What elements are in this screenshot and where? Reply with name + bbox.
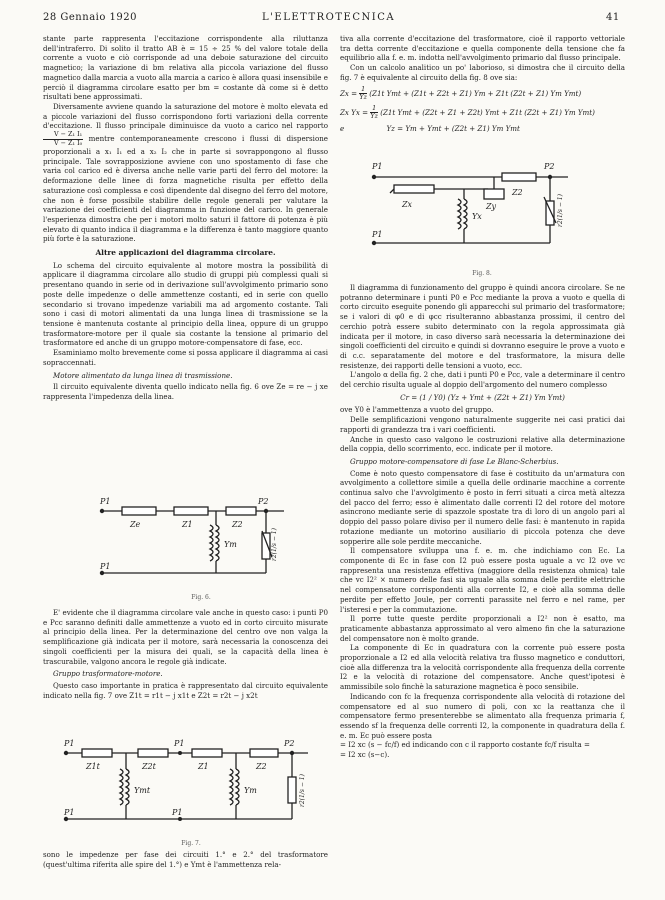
left-column-end (43, 850, 328, 869)
paragraph: Il circuito equivalente diventa quello indicato nella fig. 6 ove Ze = re − j xe rappresenta l'impedenza della linea. (43, 382, 328, 401)
node-label: P1 (372, 230, 383, 239)
node-label: P1 (372, 162, 383, 171)
paragraph: Con un calcolo analitico un po' laborioso, si dimostra che il circuito della fig. 7 è equivalente al circuito della fig. 8 ove sia: (340, 63, 625, 82)
node-label: P1 (100, 497, 111, 506)
component-label: Z2 (256, 762, 267, 771)
equation-lhs: Zx = (340, 88, 358, 98)
component-label: Zy (486, 202, 497, 211)
header-date: 28 Gennaio 1920 (43, 12, 137, 23)
figure-caption: Fig. 7. (181, 840, 201, 847)
component-label: Yx (472, 212, 482, 221)
fraction-denominator: Yz (370, 112, 378, 121)
circuit-diagram (60, 733, 322, 835)
component-label: Z2 (512, 188, 523, 197)
paragraph: Lo schema del circuito equivalente al motore mostra la possibilità di applicare il diagramma circolare allo studio di gruppi più complessi quali si presentano quando in serie od in derivazione sull'avvolgimento primario sono poste delle impedenze o delle ammettenze costanti, ed in serie con quello secondario si trovano impedenze variabili ma ad argomento costante. Tali sono i casi di motori alimentati da una lunga linea di trasmissione se la tensione è mantenuta costante al principio della linea, oppure di un gruppo trasformatore-motore per il quale sia costante la tensione al primario del trasformatore ed anche di un gruppo motore-compensatore di fase, ecc. (43, 260, 328, 348)
paragraph: Delle semplificazioni vengono naturalmente suggerite nei casi pratici dai rapporti di grandezza tra i vari coefficienti. (340, 415, 625, 434)
fraction (359, 86, 367, 102)
circuit-diagram (96, 491, 306, 589)
paragraph: E' evidente che il diagramma circolare vale anche in questo caso: i punti P0 e Pcc saranno definiti dalle ammettenze a vuoto ed in corto circuito misurate al principio della linea. Per la determinazione del centro ove non valga la semplificazione già indicata per il motore, sarà necessaria la conoscenza dei singoli coefficienti per la misura dei quali, se la capacità della linea è trascurabile, valgono ancora le regole già indicate. (43, 608, 328, 666)
paragraph: = I2 xc (s − fc/f) ed indicando con c il rapporto costante fc/f risulta = (340, 740, 590, 750)
node-label: P1 (174, 739, 185, 748)
component-label: Z2t (142, 762, 156, 771)
paragraph (43, 102, 328, 244)
node-label: P1 (64, 808, 75, 817)
left-column (43, 34, 328, 402)
component-label: Z1t (86, 762, 100, 771)
header-journal-title: L'ELETTROTECNICA (262, 12, 396, 23)
component-label: Z1 (182, 520, 193, 529)
component-label: Zx (402, 200, 413, 209)
fraction-denominator: V − Z₁ I₀ (54, 138, 83, 147)
paragraph: Il diagramma di funzionamento del gruppo è quindi ancora circolare. Se ne potranno determinare i punti P0 e Pcc mediante la prova a vuoto e quella di corto circuito eseguite ponendo gli apparecchi sul primario del trasformatore; se i valori di φ0 e di φcc risulteranno abbastanza prossimi, il centro del cerchio potrà essere subito determinato con la regola approssimata già indicata per il motore, in caso diverso sarà necessaria la determinazione dei singoli coefficienti del circuito e quindi si dovranno eseguire le prove a vuoto e di c.c. separatamente del motore e del trasformatore, la misura delle resistenze, dei rapporti delle tensioni a vuoto, ecc. (340, 283, 625, 370)
component-label: Z1 (198, 762, 209, 771)
node-label: P2 (284, 739, 295, 748)
component-label: r2(1/s − 1) (557, 194, 564, 227)
paragraph: Come è noto questo compensatore di fase è costituito da un'armatura con avvolgimento a collettore simile a quella delle ordinarie macchine a corrente continua salvo che l'avvolgimento è posto in ferri situati a circa metà altezza del pacco del ferro; esso è alimentato dalle correnti I2 del rotore del motore asincrono mediante serie di spazzole spostate tra di loro di un angolo pari al doppio del passo polare diviso per il numero delle fasi: è mantenuto in rapida rotazione mediante un motorino ausiliario di piccola potenza che deve sopperire alle sole perdite meccaniche. (340, 468, 625, 546)
right-column (340, 34, 625, 136)
right-column-continued (340, 283, 625, 760)
node-label: P2 (258, 497, 269, 506)
paragraph: Anche in questo caso valgono le costruzioni relative alla determinazione della coppia, dello scorrimento, ecc. indicate per il motore. (340, 434, 625, 454)
component-label: Z2 (232, 520, 243, 529)
fraction (43, 131, 83, 147)
fraction-denominator: Yz (359, 93, 367, 102)
component-label: Ze (130, 520, 141, 529)
figure-caption: Fig. 6. (191, 594, 211, 601)
paragraph-text: Diversamente avviene quando la saturazione del motore è molto elevata ed a piccole variazioni del flusso corrispondono forti variazioni della corrente d'eccitazione. Il flusso principale diminuisce da vuoto a carico nel rapporto (43, 101, 328, 131)
figure-7 (60, 733, 322, 847)
paragraph: tiva alla corrente d'eccitazione del trasformatore, cioè il rapporto vettoriale tra detta corrente d'eccitazione e quella componente della tensione che fa equilibrio alla f. e. m. indotta nell'avvolgimento primario dal flusso principale. (340, 34, 625, 63)
subsection-heading: Gruppo motore-compensatore di fase Le Blanc-Scherbius. (350, 456, 559, 466)
node-label: P1 (172, 808, 183, 817)
paragraph: stante parte rappresenta l'eccitazione corrispondente alla riluttanza dell'intraferro. Di solito il tratto AB è = 15 ÷ 25 % del valore totale della corrente a vuoto e ciò corrisponde ad una deboie saturazione del circuito magnetico; la variazione di bm relativa alla piccola variazione del flusso magnetico dalla marcia a vuoto alla marcia a carico è allora quasi insensibile e perciò il diagramma circolare esatto per bm = costante dà come si è detto risultati bene approssimati. (43, 34, 328, 102)
equation (340, 86, 625, 102)
circuit-diagram (368, 155, 596, 265)
paragraph: Il porre tutte queste perdite proporzionali a I2² non è esatto, ma praticamente abbastanza approssimato al vero almeno fin che la saturazione del compensatore non è molto grande. (340, 614, 625, 643)
fraction-numerator: 1 (372, 103, 377, 112)
node-label: P1 (64, 739, 75, 748)
component-label: Ymt (134, 786, 151, 795)
left-column-continued (43, 608, 328, 700)
component-label: r2(1/s − 1) (271, 528, 278, 561)
paragraph: La componente di Ec in quadratura con la corrente può essere posta proporzionale a I2 ed alla velocità relativa tra flusso magnetico e conduttori, cioè alla differenza tra la velocità corrispondente alla frequenza della corrente I2 e la velocità di rotazione del compensatore. Anche quest'ipotesi è ammissibile solo finchè la saturazione magnetica è poco sensibile. (340, 643, 625, 692)
equation-rhs: (Z1t Ymt + (Z2t + Z1 + Z2t) Ymt + Z1t (Z2t + Z1) Ym Ymt) (380, 107, 595, 117)
figure-caption: Fig. 8. (472, 270, 492, 277)
paragraph: Esaminiamo molto brevemente come si possa applicare il diagramma ai casi sopraccennati. (43, 348, 328, 367)
component-label: r2(1/s − 1) (299, 774, 306, 807)
fraction-numerator: V − Z₁ I₁ (43, 131, 83, 140)
equation-connector: e (340, 123, 345, 133)
figure-6 (96, 491, 306, 601)
node-label: P2 (544, 162, 555, 171)
paragraph: Indicando con fc la frequenza corrispondente alla velocità di rotazione del compensatore ed al suo numero di poli, con xc la reattanza che il compensatore fermo presenterebbe se alimentato alla frequenza primaria f, essendo sf la frequenza delle correnti I2, la componente in quadratura della f. e. m. Ec può essere posta (340, 691, 625, 740)
figure-8 (368, 155, 596, 277)
header-page-number: 41 (606, 12, 620, 23)
equation-rhs: (Z1t Ymt + (Z1t + Z2t + Z1) Ym + Z1t (Z2t + Z1) Ym Ymt) (369, 88, 582, 98)
component-label: Ym (244, 786, 257, 795)
section-heading: Altre applicazioni del diagramma circolare. (95, 248, 276, 258)
paragraph: Il compensatore sviluppa una f. e. m. che indichiamo con Ec. La componente di Ec in fase con I2 può essere posta uguale a vc I2 ove vc rappresenta una resistenza effettiva (maggiore della resistenza ohmica) tale che vc I2² × numero delle fasi sia uguale alla somma delle perdite elettriche nel compensatore corrispondenti alla corrente I2, e cioè alla somma delle perdite per effetto Joule, per correnti parassite nel ferro e nel rame, per l'isteresi e per la commutazione. (340, 546, 625, 614)
paragraph: L'angolo α della fig. 2 che, dati i punti P0 e Pcc, vale a determinare il centro del cerchio risulta uguale al doppio dell'argomento del numero complesso (340, 370, 625, 390)
subsection-heading: Gruppo trasformatore-motore. (53, 669, 163, 679)
subsection-heading: Motore alimentato da lunga linea di trasmissione. (53, 370, 233, 380)
component-label: Ym (224, 540, 237, 549)
paragraph: ove Y0 è l'ammettenza a vuoto del gruppo. (340, 405, 494, 415)
paragraph-text: mentre contemporaneamente crescono i flussi di dispersione proporzionali a x₁ I₁ ed a x₂ I₂ che in parte si sovrappongono al flusso principale. Tale sovrapposizione avviene con uno spostamento di fase che varia col carico ed è diversa anche nelle varie parti del ferro del motore: la deformazione delle linee di forza magnetiche risulta per effetto della saturazione così complessa e così dipendente dal disegno del ferro del motore, che non è forse possibile stabilire delle regole generali per valutare la variazione dei coefficienti del diagramma in funzione del carico. In generale l'esperienza dimostra che per i motori molto saturi il fattore di potenza è più elevato di quanto indica il diagramma e la differenza è tanto maggiore quanto più forte è la saturazione. (43, 134, 328, 244)
equation-lhs: Zx Yx = (340, 107, 369, 117)
equation-body: Yz = Ym + Ymt + (Z2t + Z1) Ym Ymt (386, 123, 520, 133)
equation (340, 124, 625, 134)
fraction (370, 105, 378, 121)
paragraph: sono le impedenze per fase dei circuiti 1.° e 2.° del trasformatore (quest'ultima riferita alle spire del 1.°) e Ymt è l'ammettenza rela- (43, 850, 328, 869)
node-label: P1 (100, 562, 111, 571)
paragraph: Questo caso importante in pratica è rappresentato dal circuito equivalente indicato nella fig. 7 ove Z1t = r1t − j x1t e Z2t = r2t − j x2t (43, 680, 328, 700)
paragraph: = I2 xc (s−c). (340, 750, 390, 760)
fraction-numerator: 1 (361, 84, 366, 93)
equation (340, 105, 625, 121)
equation: Cr = (1 / Y0) (Yz + Ymt + (Z2t + Z1) Ym Ymt) (400, 392, 565, 402)
